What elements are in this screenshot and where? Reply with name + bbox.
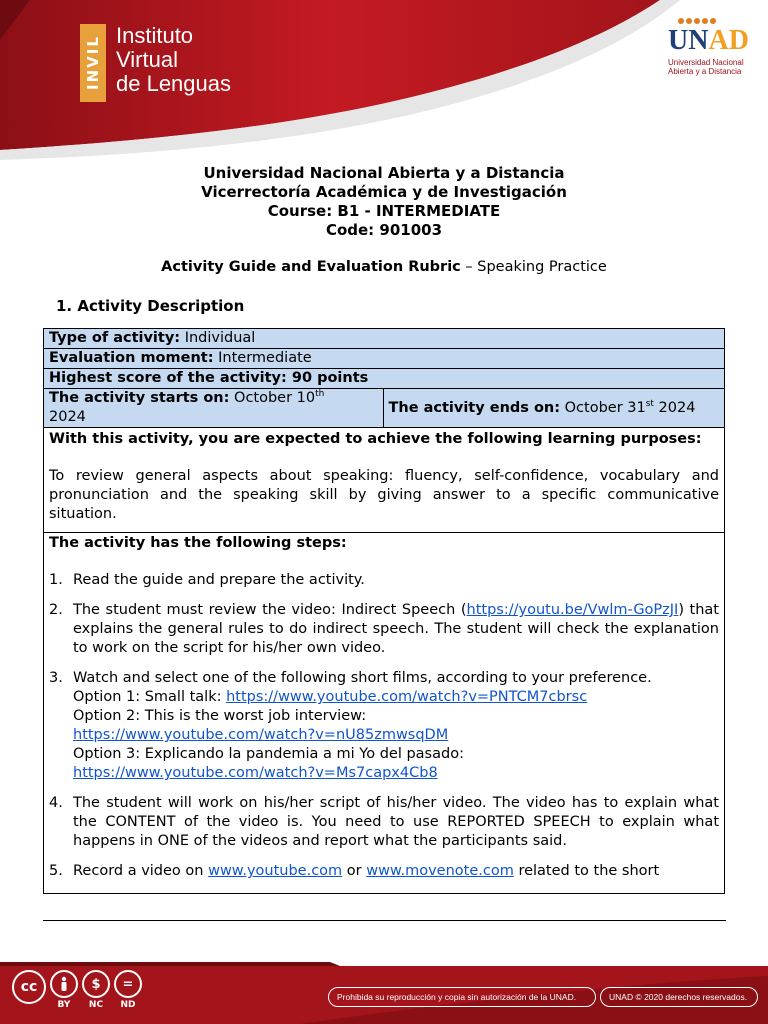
table-bottom-line [43,920,726,921]
start-date-cell: The activity starts on: October 10th 2024 [44,389,384,428]
footer-notice: Prohibida su reproducción y copia sin autorización de la UNAD. [328,987,596,1007]
document-title [0,164,768,240]
table-row-moment: Evaluation moment: Intermediate [44,349,725,369]
header-banner [0,0,768,160]
equals-icon: = [114,970,142,998]
table-row-type: Type of activity: Individual [44,329,725,349]
by-label: BY [57,1000,71,1010]
table-row-dates [44,389,725,428]
option2-link[interactable]: https://www.youtube.com/watch?v=nU85zmwsqDM [73,727,449,743]
nc-label: NC [88,1000,104,1010]
section-heading: 1. Activity Description [56,297,245,315]
purposes-heading: With this activity, you are expected to achieve the following learning purposes: [49,431,702,447]
course-name: Course: B1 - INTERMEDIATE [267,202,501,220]
page-break-mask [0,921,768,962]
vice-rectorate: Vicerrectoría Académica y de Investigación [201,183,567,201]
footer-copyright: UNAD © 2020 derechos reservados. [600,987,758,1007]
unad-logo [668,18,754,76]
steps-list [49,571,719,881]
institute-logo [80,24,231,102]
end-date-cell: The activity ends on: October 31st 2024 [383,389,725,428]
university-name: Universidad Nacional Abierta y a Distancia [203,164,565,182]
option1-link[interactable]: https://www.youtube.com/watch?v=PNTCM7cbrsc [226,689,588,705]
by-badge [50,970,78,1017]
dollar-icon: $ [82,970,110,998]
table-row-steps [44,533,725,894]
youtube-link[interactable]: www.youtube.com [208,863,343,879]
unad-subtitle: Universidad Nacional Abierta y a Distancia [668,58,744,76]
institute-line1: Instituto [116,23,194,48]
list-item: 1. Read the guide and prepare the activity. [49,572,365,588]
list-item: 3. Watch and select one of the following short films, according to your preference. Option 1: Small talk: https://www.youtube.com/watch?v=PNTCM7cbrsc Option 2: This is the worst job interview: https://www.youtube.com/watch?v=nU85zmwsqDM Option 3: Explicando la pandemia a mi Yo del pasado: https://www.youtube.com/watch?v=Ms7capx4Cb8 [49,670,652,781]
institute-abbr: INVIL [80,24,106,102]
institute-line2: Virtual [116,47,178,72]
indirect-speech-link[interactable]: https://youtu.be/Vwlm-GoPzJI [466,602,679,618]
list-item: 4. The student will work on his/her script of his/her video. The video has to explain what the CONTENT of the video is. You need to use REPORTED SPEECH to explain what happens in ONE of the videos and report what the participants said. [49,795,719,849]
nd-badge [114,970,142,1017]
guide-title: Activity Guide and Evaluation Rubric – Speaking Practice [161,259,607,275]
institute-line3: de Lenguas [116,71,231,96]
list-item: 2. The student must review the video: Indirect Speech (https://youtu.be/Vwlm-GoPzJI) that explains the general rules to do indirect speech. The student will check the explanation to work on the script for his/her own video. [49,602,719,656]
cc-icon: cc [12,970,46,1004]
purposes-text: To review general aspects about speaking: fluency, self-confidence, vocabulary and pronunciation and the speaking skill by giving answer to a specific communicative situation. [49,468,719,522]
steps-heading: The activity has the following steps: [49,535,347,551]
movenote-link[interactable]: www.movenote.com [366,863,514,879]
institute-name [116,24,231,102]
footer [0,962,768,1024]
table-row-purposes [44,428,725,533]
option3-link[interactable]: https://www.youtube.com/watch?v=Ms7capx4Cb8 [73,765,438,781]
cc-license [12,970,142,1017]
unad-wordmark: UNAD [668,25,749,56]
nd-label: ND [120,1000,136,1010]
nc-badge [82,970,110,1017]
table-row-score: Highest score of the activity: 90 points [44,369,725,389]
activity-table [43,328,725,894]
list-item: 5. Record a video on www.youtube.com or www.movenote.com related to the short [49,863,660,879]
person-icon [50,970,78,998]
cc-badge [12,970,46,1017]
course-code: Code: 901003 [325,221,443,239]
